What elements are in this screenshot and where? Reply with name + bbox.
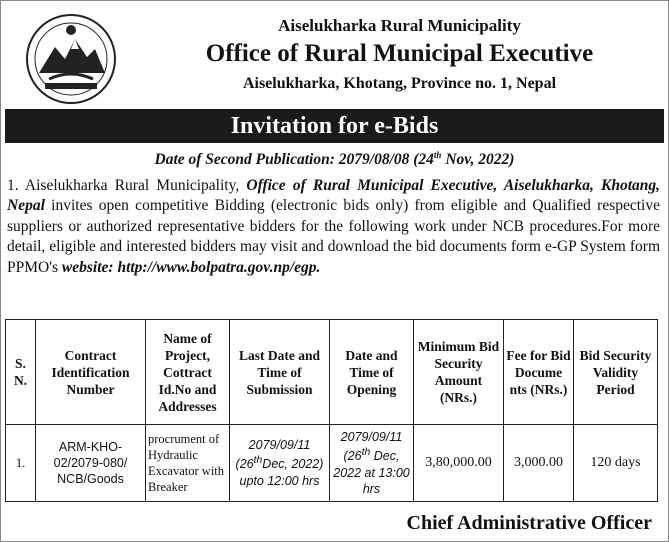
col-header-submission: Last Date and Time of Submission [230, 320, 330, 425]
cell-sn: 1. [6, 425, 36, 502]
office-name: Office of Rural Municipal Executive [205, 40, 594, 67]
col-header-security-amount: Minimum Bid Security Amount (NRs.) [414, 320, 504, 425]
col-header-contract-id: Contract Identification Number [36, 320, 146, 425]
cell-opening: 2079/09/11 (26th Dec, 2022 at 13:00 hrs [330, 425, 414, 502]
col-header-opening: Date and Time of Opening [330, 320, 414, 425]
notice-title-banner: Invitation for e-Bids [5, 109, 664, 143]
col-header-sn: S. N. [6, 320, 36, 425]
nepal-emblem-icon [25, 13, 117, 105]
cell-project: procrument of Hydraulic Excavator with Breaker [146, 425, 230, 502]
signatory-title: Chief Administrative Officer [406, 512, 652, 534]
publication-date: Date of Second Publication: 2079/08/08 (24th Nov, 2022) [154, 150, 515, 169]
cell-security-amount: 3,80,000.00 [414, 425, 504, 502]
cell-contract-id: ARM-KHO-02/2079-080/ NCB/Goods [36, 425, 146, 502]
table-header-row [6, 320, 658, 425]
col-header-fee: Fee for Bid Docume nts (NRs.) [504, 320, 574, 425]
col-header-validity: Bid Security Validity Period [574, 320, 658, 425]
office-address: Aiselukharka, Khotang, Province no. 1, Nepal [242, 75, 557, 92]
cell-validity: 120 days [574, 425, 658, 502]
cell-fee: 3,000.00 [504, 425, 574, 502]
bid-table [5, 319, 658, 502]
col-header-project: Name of Project, Cottract Id.No and Addresses [146, 320, 230, 425]
egp-website-link: website: http://www.bolpatra.gov.np/egp. [61, 258, 321, 276]
cell-submission: 2079/09/11 (26thDec, 2022) upto 12:00 hrs [230, 425, 330, 502]
invitation-paragraph: 1. Aiselukharka Rural Municipality, Office of Rural Municipal Executive, Aiselukharka, Khotang, Nepal invites open competitive Bidding (electronic bids only) from eligible and Qualified respective suppliers or authorized representative bidders for the following work under NCB procedures.For more detail, eligible and interested bidders may visit and download the bid documents form e-GP System form PPMO's website: http://www.bolpatra.gov.np/egp. [7, 177, 660, 276]
table-row [6, 425, 658, 502]
municipality-name: Aiselukharka Rural Municipality [278, 16, 521, 35]
